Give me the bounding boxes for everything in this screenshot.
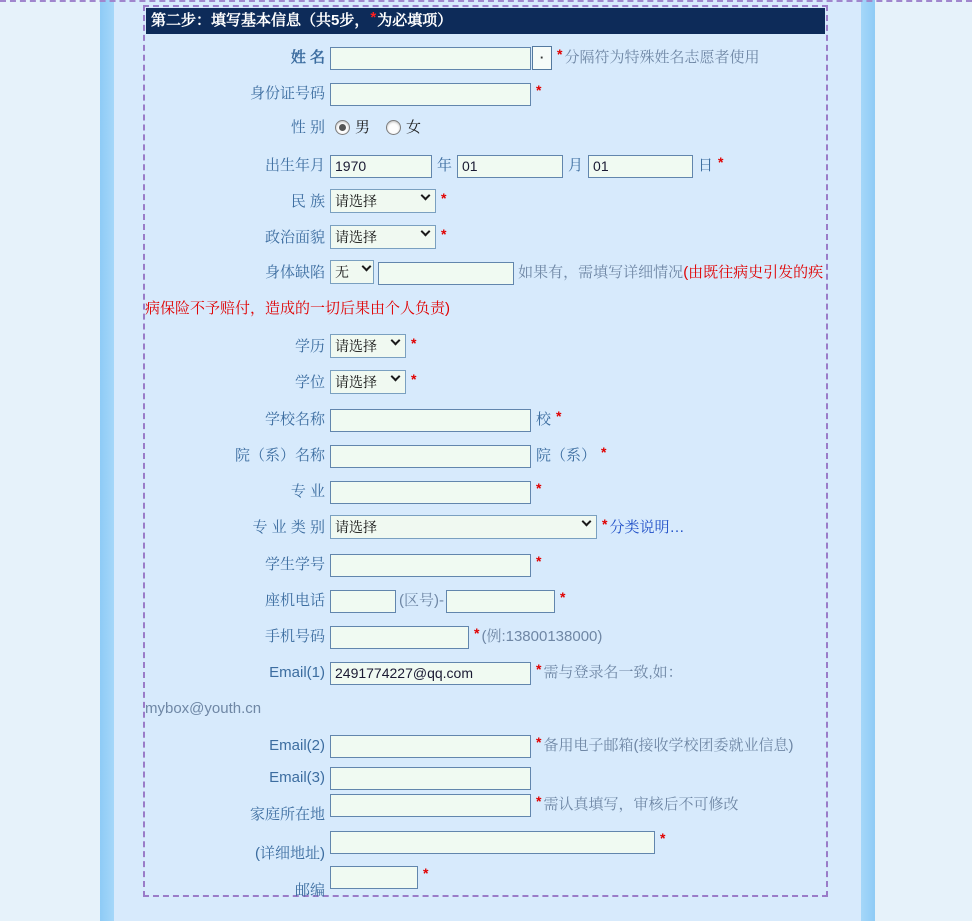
required-star: * xyxy=(557,46,563,62)
degree-select-wrap xyxy=(330,365,406,401)
physical-defect-detail-input[interactable] xyxy=(378,262,514,285)
step-title-bar xyxy=(146,8,825,34)
required-star: * xyxy=(536,82,542,98)
form-row-school-name xyxy=(145,401,826,438)
form-row-political-status xyxy=(145,219,826,256)
required-star: * xyxy=(474,625,480,641)
email2-input[interactable] xyxy=(330,735,531,758)
home-location-label: 家庭所在地 xyxy=(249,806,325,824)
physical-defect-hint: 如果有，需填写详细情况 xyxy=(518,264,684,281)
postal-code-input[interactable] xyxy=(330,866,418,889)
required-star: * xyxy=(718,154,724,170)
right-edge-stripe xyxy=(861,0,875,921)
degree-label: 学位 xyxy=(294,374,325,392)
email2-hint: 备用电子邮箱(接收学校团委就业信息) xyxy=(543,737,794,754)
email1-label: Email(1) xyxy=(269,664,325,682)
student-id-label: 学生学号 xyxy=(264,556,325,574)
gender-label: 性 别 xyxy=(290,119,325,137)
ethnicity-label: 民 族 xyxy=(290,193,325,211)
form-row-email2 xyxy=(145,727,826,764)
education-select[interactable] xyxy=(330,334,406,358)
form-row-ethnicity xyxy=(145,183,826,220)
name-label: 姓 名 xyxy=(290,49,325,67)
form-row-physical-defect xyxy=(145,255,826,327)
landline-number-input[interactable] xyxy=(446,590,555,613)
form-row-landline xyxy=(145,582,826,619)
category-explanation-link[interactable]: 分类说明… xyxy=(609,519,685,536)
required-star: * xyxy=(536,661,542,677)
landline-label: 座机电话 xyxy=(264,592,325,610)
gender-male-option-label: 男 xyxy=(355,119,371,136)
education-label: 学历 xyxy=(294,338,325,356)
name-hint: 分隔符为特殊姓名志愿者使用 xyxy=(564,49,760,66)
form-row-email1 xyxy=(145,654,826,727)
required-star: * xyxy=(441,190,447,206)
required-star: * xyxy=(536,734,542,750)
gender-female-option-label: 女 xyxy=(406,119,422,136)
step-title-suffix: 为必填项） xyxy=(377,12,453,29)
required-star: * xyxy=(411,371,417,387)
home-location-hint: 需认真填写，审核后不可修改 xyxy=(543,796,739,813)
form-row-mobile xyxy=(145,618,826,655)
form-row-postal-code xyxy=(145,858,826,900)
id-number-input[interactable] xyxy=(330,83,531,106)
ethnicity-select[interactable] xyxy=(330,189,436,213)
mobile-hint: (例:13800138000) xyxy=(481,628,603,645)
political-status-select[interactable] xyxy=(330,225,436,249)
birth-day-unit: 日 xyxy=(698,157,714,174)
required-star: * xyxy=(370,9,377,26)
gender-female-radio[interactable] xyxy=(386,120,401,135)
required-star: * xyxy=(536,553,542,569)
major-category-select-wrap xyxy=(330,510,597,546)
required-star: * xyxy=(556,408,562,424)
form-row-gender xyxy=(145,110,826,146)
form-row-student-id xyxy=(145,546,826,583)
political-status-label: 政治面貌 xyxy=(264,229,325,247)
education-select-wrap xyxy=(330,329,406,365)
birth-month-unit: 月 xyxy=(568,157,584,174)
required-star: * xyxy=(536,480,542,496)
major-category-label: 专 业 类 别 xyxy=(252,519,325,537)
physical-defect-select[interactable] xyxy=(330,260,374,284)
form-row-major xyxy=(145,473,826,510)
landline-area-code-input[interactable] xyxy=(330,590,396,613)
department-name-suffix: 院（系） xyxy=(536,447,597,464)
required-star: * xyxy=(441,226,447,242)
detailed-address-input[interactable] xyxy=(330,831,655,854)
left-edge-stripe xyxy=(100,0,114,921)
required-star: * xyxy=(536,793,542,809)
step-title-prefix: 第二步：填写基本信息（共5步， xyxy=(151,12,370,29)
required-star: * xyxy=(423,865,429,881)
required-star: * xyxy=(601,444,607,460)
form-row-education xyxy=(145,328,826,365)
email3-label: Email(3) xyxy=(269,769,325,787)
major-category-select[interactable] xyxy=(330,515,597,539)
top-dashed-divider xyxy=(0,0,972,2)
birth-date-label: 出生年月 xyxy=(264,157,325,175)
id-number-label: 身份证号码 xyxy=(249,85,325,103)
form-panel xyxy=(143,5,828,900)
required-star: * xyxy=(602,516,608,532)
form-row-name xyxy=(145,39,826,76)
required-star: * xyxy=(660,830,666,846)
form-row-birth-date xyxy=(145,147,826,184)
school-name-suffix: 校 xyxy=(536,411,552,428)
physical-defect-label: 身体缺陷 xyxy=(264,264,325,282)
birth-year-input[interactable] xyxy=(330,155,432,178)
form-row-detailed-address xyxy=(145,823,826,863)
degree-select[interactable] xyxy=(330,370,406,394)
name-separator-button[interactable]: · xyxy=(532,46,552,70)
detailed-address-label: (详细地址) xyxy=(255,845,325,863)
school-name-label: 学校名称 xyxy=(264,411,325,429)
political-status-select-wrap xyxy=(330,220,436,256)
ethnicity-select-wrap xyxy=(330,184,436,220)
major-label: 专 业 xyxy=(290,483,325,501)
postal-code-label: 邮编 xyxy=(294,882,325,900)
email1-input[interactable] xyxy=(330,662,531,685)
email2-label: Email(2) xyxy=(269,737,325,755)
landline-area-code-hint: (区号)- xyxy=(399,592,444,609)
birth-month-input[interactable] xyxy=(457,155,563,178)
form-row-id-number xyxy=(145,75,826,112)
required-star: * xyxy=(560,589,566,605)
department-name-label: 院（系）名称 xyxy=(234,447,325,465)
home-location-input[interactable] xyxy=(330,794,531,817)
required-star: * xyxy=(411,335,417,351)
student-id-input[interactable] xyxy=(330,554,531,577)
radio-dot-icon xyxy=(339,124,346,131)
major-input[interactable] xyxy=(330,481,531,504)
department-name-input[interactable] xyxy=(330,445,531,468)
physical-defect-warning: (由既往病史引发的疾病保险不予赔付，造成的一切后果由个人负责) xyxy=(145,264,824,318)
birth-year-unit: 年 xyxy=(437,157,453,174)
form-row-home-location xyxy=(145,786,826,823)
mobile-input[interactable] xyxy=(330,626,469,649)
email1-hint-example: mybox@youth.cn xyxy=(145,700,262,718)
birth-day-input[interactable] xyxy=(588,155,693,178)
physical-defect-select-wrap xyxy=(330,255,374,291)
name-input[interactable] xyxy=(330,47,531,70)
gender-male-radio[interactable] xyxy=(335,120,350,135)
email1-hint: 需与登录名一致,如： xyxy=(543,664,683,681)
school-name-input[interactable] xyxy=(330,409,531,432)
form-row-major-category xyxy=(145,509,826,546)
form-row-department-name xyxy=(145,437,826,474)
mobile-label: 手机号码 xyxy=(264,628,325,646)
form-row-degree xyxy=(145,364,826,401)
